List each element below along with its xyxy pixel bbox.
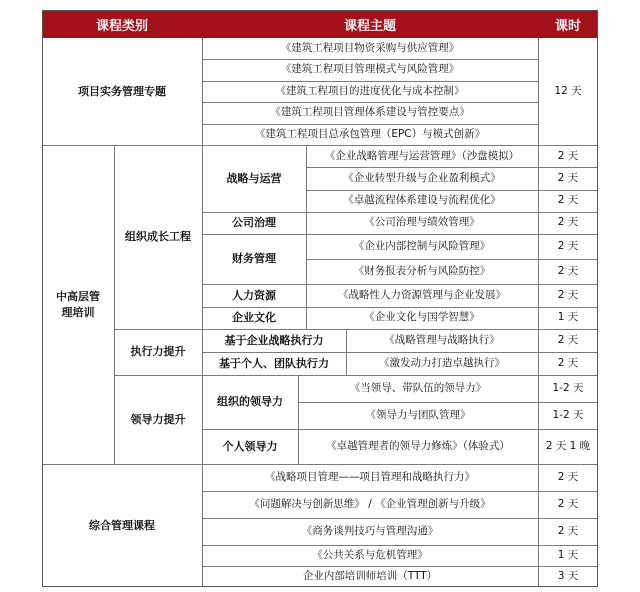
grid-line <box>202 284 598 285</box>
grid-line <box>202 212 598 213</box>
hours-cell: 2 天 <box>557 333 579 346</box>
course-row: 《财务报表分析与风险防控》 <box>353 264 491 277</box>
section-mid-senior-management: 中高层管理培训 <box>56 289 100 319</box>
course-row: 《问题解决与创新思维》 / 《企业管理创新与升级》 <box>249 497 491 510</box>
sub-hr: 人力资源 <box>232 288 276 302</box>
grid-line <box>114 145 115 464</box>
hours-cell: 2 天 <box>557 194 579 207</box>
hours-cell: 1 天 <box>557 548 579 561</box>
header-topic: 课程主题 <box>202 10 538 38</box>
hours-cell: 1 天 <box>557 311 579 324</box>
course-row: 《建筑工程项目的进度优化与成本控制》 <box>275 84 465 97</box>
sub-strategic-execution: 基于企业战略执行力 <box>224 333 324 347</box>
sub-personal-leadership: 个人领导力 <box>222 439 278 453</box>
sub-finance: 财务管理 <box>232 252 276 266</box>
grid-line <box>114 375 598 376</box>
header-category: 课程类别 <box>42 10 202 38</box>
grid-line <box>306 145 307 329</box>
grid-line <box>202 81 538 82</box>
course-table <box>42 10 598 587</box>
hours-cell: 2 天 <box>557 216 579 229</box>
hours-cell: 2 天 <box>557 149 579 162</box>
header-hours: 课时 <box>538 10 598 38</box>
grid-line <box>306 190 598 191</box>
course-row: 《企业转型升级与企业盈利模式》 <box>343 171 501 184</box>
grid-line <box>202 124 538 125</box>
grid-line <box>202 234 598 235</box>
course-row: 《战略性人力资源管理与企业发展》 <box>338 288 506 301</box>
course-row: 《领导力与团队管理》 <box>365 408 471 421</box>
hours-cell: 1-2 天 <box>552 381 584 394</box>
hours-cell: 2 天 <box>557 356 579 369</box>
grid-line <box>202 102 538 103</box>
grid-line <box>202 59 538 60</box>
course-row: 《卓越流程体系建设与流程优化》 <box>343 194 501 207</box>
course-row: 《企业内部控制与风险管理》 <box>353 239 491 252</box>
course-row: 《企业文化与国学智慧》 <box>364 311 480 324</box>
hours-cell: 2 天 <box>557 470 579 483</box>
course-row: 《企业战略管理与运营管理》（沙盘模拟） <box>324 149 520 162</box>
grid-line <box>202 545 598 546</box>
hours-cell: 2 天 <box>557 264 579 277</box>
hours-cell: 2 天 <box>557 239 579 252</box>
course-row: 《战略管理与战略执行》 <box>384 333 500 346</box>
grid-line <box>202 307 598 308</box>
group-org-growth: 组织成长工程 <box>125 230 191 244</box>
section-general-management: 综合管理课程 <box>89 518 155 532</box>
course-row: 《建筑工程项目管理体系建设与管控要点》 <box>270 106 470 119</box>
course-row: 《当领导、带队伍的领导力》 <box>349 381 487 394</box>
course-row: 《公司治理与绩效管理》 <box>364 216 480 229</box>
hours-cell: 2 天 <box>557 524 579 537</box>
course-row: 《建筑工程项目管理模式与风险管理》 <box>280 63 460 76</box>
course-row: 《公共关系与危机管理》 <box>312 548 428 561</box>
hours-cell: 1-2 天 <box>552 408 584 421</box>
hours-cell: 2 天 <box>557 288 579 301</box>
grid-line <box>202 491 598 492</box>
grid-line <box>538 38 539 587</box>
grid-line <box>202 518 598 519</box>
hours-cell: 2 天 1 晚 <box>545 439 591 452</box>
sub-governance: 公司治理 <box>232 216 276 230</box>
grid-line <box>202 429 598 430</box>
hours-cell: 12 天 <box>554 84 582 97</box>
grid-line <box>306 259 598 260</box>
course-row: 《激发动力打造卓越执行》 <box>379 356 505 369</box>
section-project-practice: 项目实务管理专题 <box>78 84 166 98</box>
sub-culture: 企业文化 <box>232 311 276 325</box>
course-row: 《建筑工程项目总承包管理（EPC）与模式创新》 <box>254 127 486 140</box>
grid-line <box>298 375 299 464</box>
grid-line <box>202 566 598 567</box>
grid-line <box>114 329 598 330</box>
hours-cell: 2 天 <box>557 497 579 510</box>
course-row: 《商务谈判技巧与管理沟通》 <box>301 524 439 537</box>
group-execution: 执行力提升 <box>130 345 186 359</box>
grid-line <box>298 402 598 403</box>
course-row: 《卓越管理者的领导力修炼》（体验式） <box>326 439 510 452</box>
grid-line <box>202 352 598 353</box>
grid-line <box>42 145 598 146</box>
course-row: 企业内部培训师培训（TTT） <box>302 569 438 582</box>
grid-line <box>202 38 203 145</box>
course-row: 《建筑工程项目物资采购与供应管理》 <box>280 42 460 55</box>
course-row: 《战略项目管理——项目管理和战略执行力》 <box>265 470 475 483</box>
group-leadership: 领导力提升 <box>130 412 186 426</box>
sub-org-leadership: 组织的领导力 <box>217 395 283 409</box>
hours-cell: 3 天 <box>557 569 579 582</box>
hours-cell: 2 天 <box>557 171 579 184</box>
sub-strategy-operation: 战略与运营 <box>226 171 282 185</box>
sub-team-execution: 基于个人、团队执行力 <box>219 356 329 370</box>
grid-line <box>42 464 598 465</box>
grid-line <box>306 167 598 168</box>
